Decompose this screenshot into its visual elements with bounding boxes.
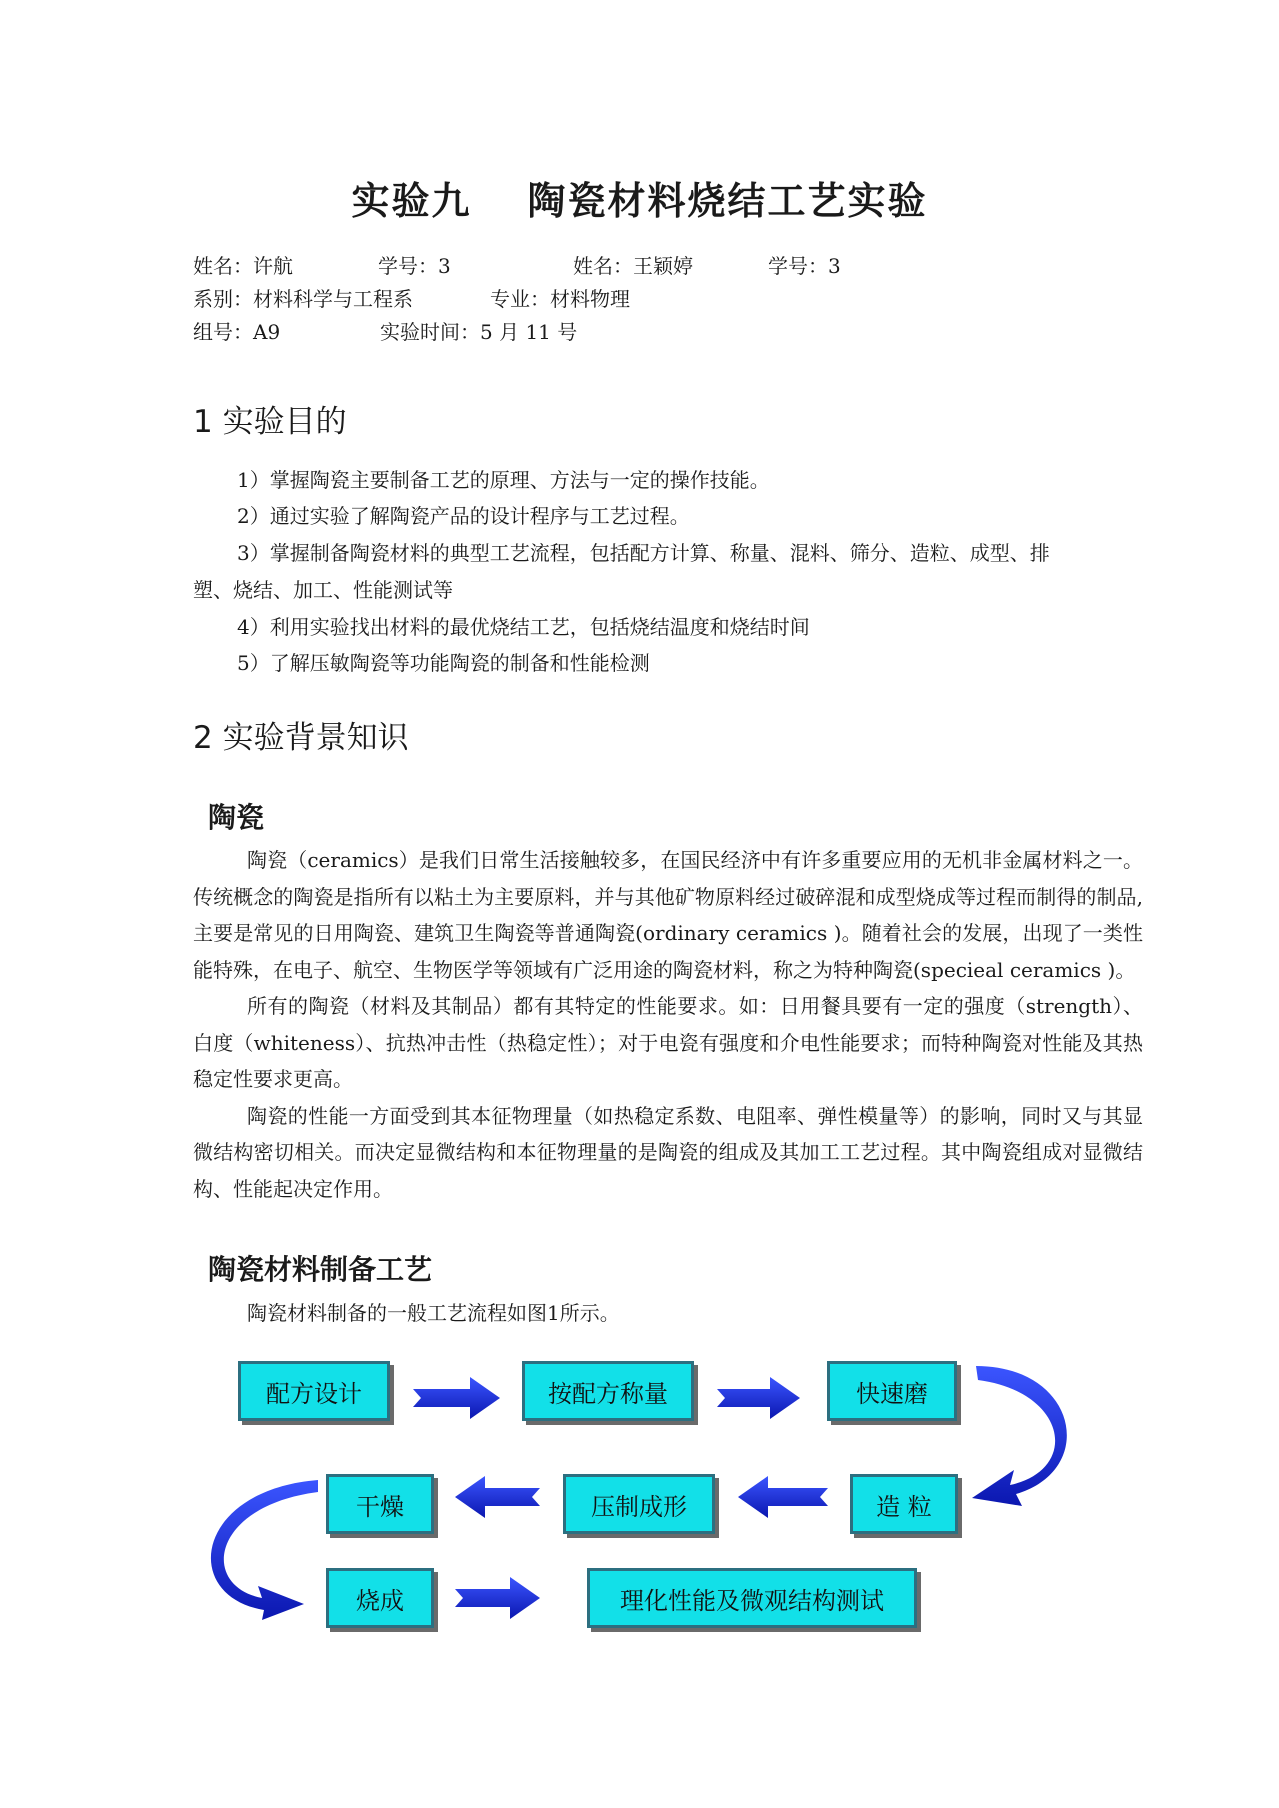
experiment-date: 实验时间：5 月 11 号 <box>380 320 578 344</box>
objective-item: 5）了解压敏陶瓷等功能陶瓷的制备和性能检测 <box>237 651 650 675</box>
arrow-left-icon <box>455 1476 540 1518</box>
paragraph: 所有的陶瓷（材料及其制品）都有其特定的性能要求。如：日用餐具要有一定的强度（strength）、白度（whiteness）、抗热冲击性（热稳定性）；对于电瓷有强度和介电性能要求；而特种陶瓷对性能及其热稳定性要求更高。 <box>193 994 1143 1091</box>
section-heading-background: 2 实验背景知识 <box>193 720 409 756</box>
objective-item: 1）掌握陶瓷主要制备工艺的原理、方法与一定的操作技能。 <box>237 468 770 492</box>
student-id-1: 学号：3 <box>378 254 451 278</box>
objective-item: 2）通过实验了解陶瓷产品的设计程序与工艺过程。 <box>237 504 690 528</box>
subheading-preparation-process: 陶瓷材料制备工艺 <box>208 1253 433 1286</box>
paragraph: 陶瓷（ceramics）是我们日常生活接触较多，在国民经济中有许多重要应用的无机非金属材料之一。传统概念的陶瓷是指所有以粘土为主要原料，并与其他矿物原料经过破碎混和成型烧成等过程而制得的制品,主要是常见的日用陶瓷、建筑卫生陶瓷等普通陶瓷(ordinary ceramics )。随着社会的发展，出现了一类性能特殊，在电子、航空、生物医学等领域有广泛用途的陶瓷材料，称之为特种陶瓷(specieal ceramics )。 <box>193 848 1143 982</box>
flow-step-fast-milling: 快速磨 <box>827 1361 957 1421</box>
student-name-2: 姓名：王颖婷 <box>573 254 693 278</box>
title-experiment-number: 实验九 <box>351 179 472 223</box>
paragraph: 陶瓷的性能一方面受到其本征物理量（如热稳定系数、电阻率、弹性模量等）的影响，同时又与其显微结构密切相关。而决定显微结构和本征物理量的是陶瓷的组成及其加工工艺过程。其中陶瓷组成对显微结构、性能起决定作用。 <box>193 1103 1143 1201</box>
objective-item-continued: 塑、烧结、加工、性能测试等 <box>193 578 453 602</box>
flow-step-press-forming: 压制成形 <box>563 1474 715 1534</box>
arrow-right-icon <box>717 1377 800 1419</box>
group-number: 组号：A9 <box>193 320 281 344</box>
objective-item: 3）掌握制备陶瓷材料的典型工艺流程，包括配方计算、称量、混料、筛分、造粒、成型、排 <box>237 541 1050 565</box>
major: 专业：材料物理 <box>490 287 630 311</box>
flow-step-formula-design: 配方设计 <box>238 1361 390 1421</box>
flow-step-testing: 理化性能及微观结构测试 <box>587 1568 917 1628</box>
arrow-left-icon <box>738 1476 828 1518</box>
flow-step-drying: 干燥 <box>326 1474 434 1534</box>
subheading-ceramics: 陶瓷 <box>208 801 265 834</box>
curved-arrow-down-icon <box>211 1480 318 1620</box>
title-experiment-name: 陶瓷材料烧结工艺实验 <box>527 179 928 223</box>
student-id-2: 学号：3 <box>768 254 841 278</box>
flow-intro-text: 陶瓷材料制备的一般工艺流程如图1所示。 <box>247 1301 620 1325</box>
student-name-1: 姓名：许航 <box>193 254 293 278</box>
arrow-right-icon <box>413 1377 500 1419</box>
arrow-right-icon <box>455 1577 540 1619</box>
section-heading-objectives: 1 实验目的 <box>193 404 347 440</box>
objective-item: 4）利用实验找出材料的最优烧结工艺，包括烧结温度和烧结时间 <box>237 615 810 639</box>
flow-step-firing: 烧成 <box>326 1568 434 1628</box>
department: 系别：材料科学与工程系 <box>193 287 413 311</box>
curved-arrow-down-icon <box>972 1366 1067 1506</box>
flow-step-granulation: 造 粒 <box>850 1474 958 1534</box>
flow-step-weighing: 按配方称量 <box>522 1361 694 1421</box>
